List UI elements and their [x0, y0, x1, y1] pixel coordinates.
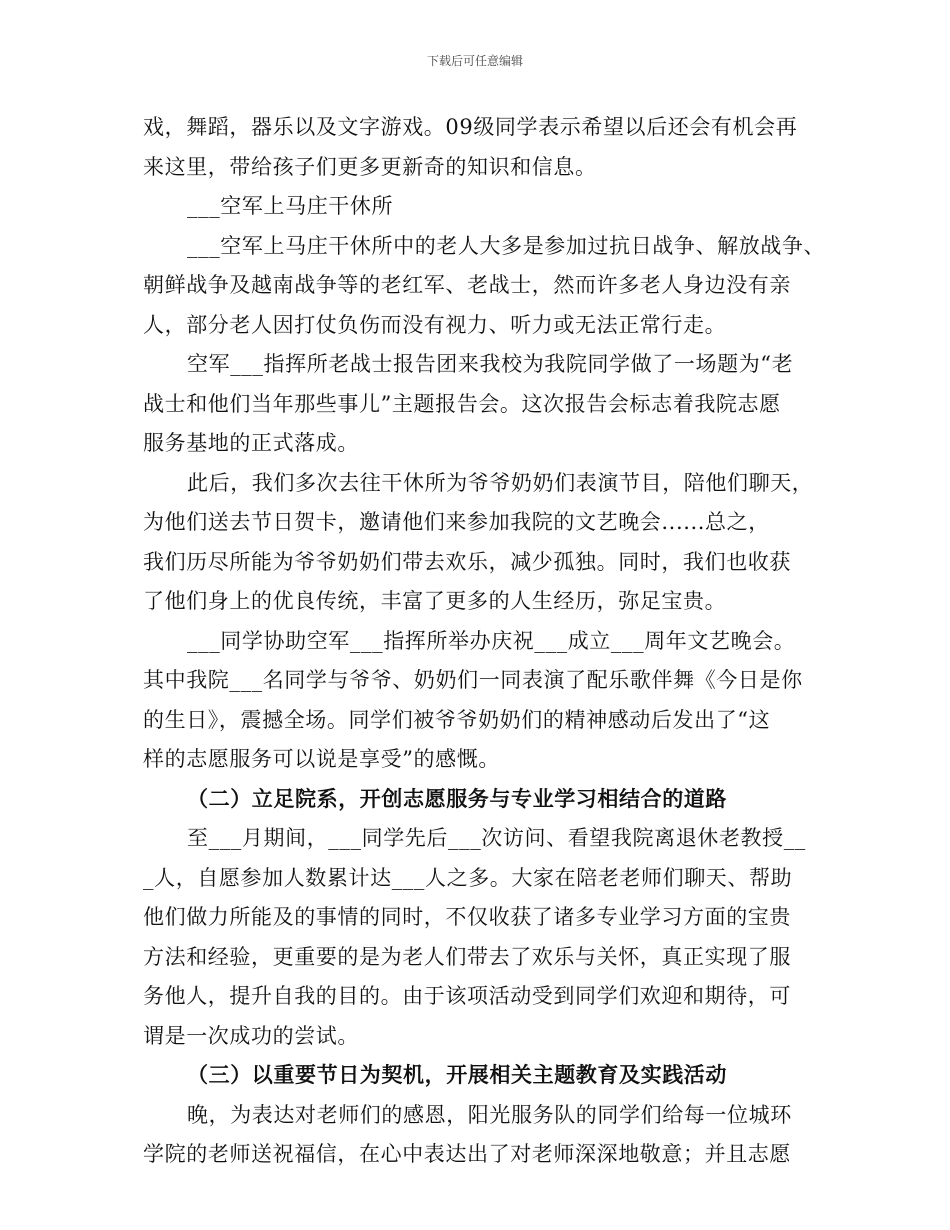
text-line: 其中我院___名同学与爷爷、奶奶们一同表演了配乐歌伴舞《今日是你: [143, 668, 803, 692]
text-line: 人，部分老人因打仗负伤而没有视力、听力或无法正常行走。: [143, 312, 727, 337]
text-line: 谓是一次成功的尝试。: [143, 1023, 359, 1048]
text-line: ___同学协助空军___指挥所举办庆祝___成立___周年文艺晚会。: [187, 628, 796, 653]
text-line: 晚，为表达对老师们的感恩，阳光服务队的同学们给每一位城环: [187, 1102, 792, 1127]
section-heading: （三）以重要节日为契机，开展相关主题教育及实践活动: [187, 1062, 727, 1087]
text-line: 朝鲜战争及越南战争等的老红军、老战士，然而许多老人身边没有亲: [143, 273, 791, 297]
text-line: 我们历尽所能为爷爷奶奶们带去欢乐，减少孤独。同时，我们也收获: [143, 549, 791, 574]
text-line: 空军___指挥所老战士报告团来我校为我院同学做了一场题为“老: [187, 352, 794, 376]
text-line: 了他们身上的优良传统，丰富了更多的人生经历，弥足宝贵。: [143, 589, 727, 613]
section-heading: （二）立足院系，开创志愿服务与专业学习相结合的道路: [187, 785, 727, 811]
page-header: 下载后可任意编辑: [426, 54, 523, 68]
text-line: 方法和经验，更重要的是为老人们带去了欢乐与关怀，真正实现了服: [143, 944, 791, 969]
text-line: 至___月期间，___同学先后___次访问、看望我院离退休老教授__: [187, 826, 806, 850]
text-line: 戏，舞蹈，器乐以及文字游戏。09级同学表示希望以后还会有机会再: [143, 115, 798, 139]
text-line: 学院的老师送祝福信，在心中表达出了对老师深深地敬意；并且志愿: [143, 1142, 791, 1166]
text-line: 为他们送去节日贺卡，邀请他们来参加我院的文艺晚会......总之，: [143, 510, 770, 534]
text-line: 此后，我们多次去往干休所为爷爷奶奶们表演节目，陪他们聊天，: [187, 470, 814, 495]
text-line: 服务基地的正式落成。: [143, 431, 359, 455]
text-line: 他们做力所能及的事情的同时，不仅收获了诸多专业学习方面的宝贵: [143, 905, 791, 929]
text-line: ___空军上马庄干休所中的老人大多是参加过抗日战争、解放战争、: [187, 233, 826, 258]
text-line: 的生日》，震撼全场。同学们被爷爷奶奶们的精神感动后发出了“这: [143, 707, 771, 732]
text-line: 来这里，带给孩子们更多更新奇的知识和信息。: [143, 154, 597, 179]
text-line: 样的志愿服务可以说是享受”的感慨。: [143, 747, 500, 771]
text-line: ___空军上马庄干休所: [187, 194, 394, 218]
text-line: _人，自愿参加人数累计达___人之多。大家在陪老老师们聊天、帮助: [143, 865, 793, 890]
text-line: 务他人，提升自我的目的。由于该项活动受到同学们欢迎和期待，可: [143, 984, 791, 1008]
text-line: 战士和他们当年那些事儿”主题报告会。这次报告会标志着我院志愿: [143, 391, 781, 416]
